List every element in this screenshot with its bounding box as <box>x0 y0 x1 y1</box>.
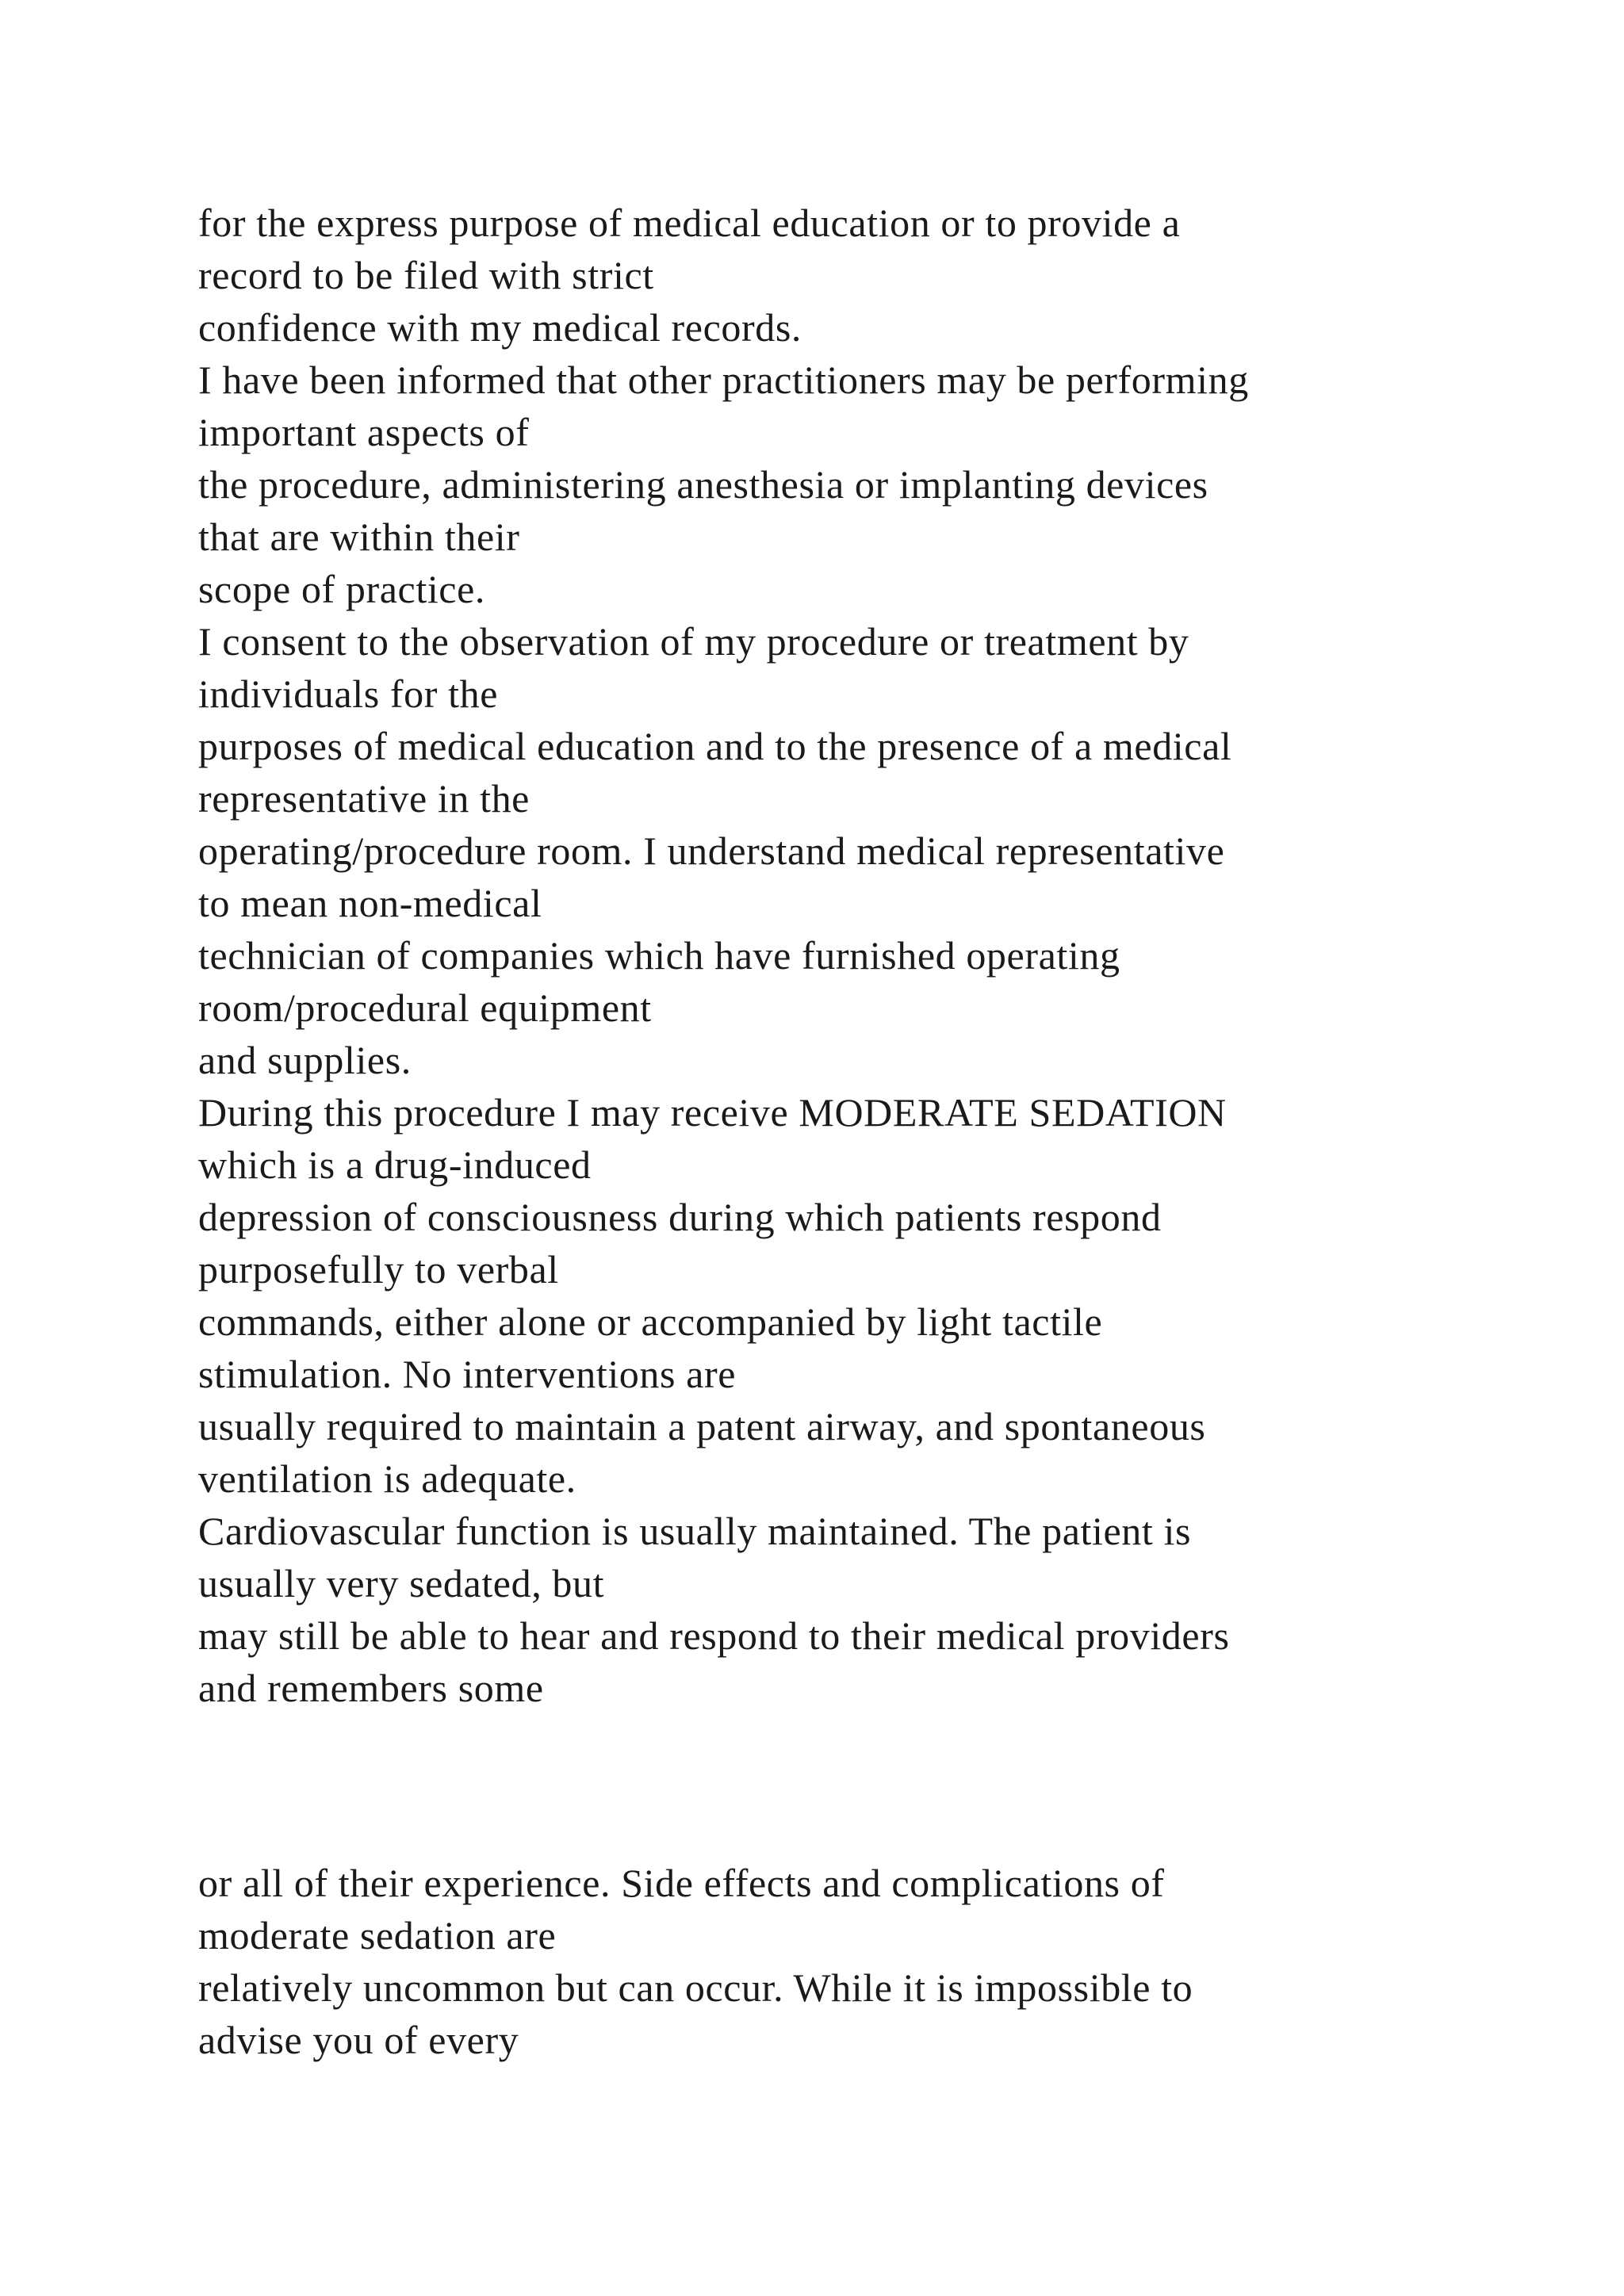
text-line: depression of consciousness during which patients respond <box>198 1195 1162 1239</box>
text-line: may still be able to hear and respond to their medical providers <box>198 1613 1230 1658</box>
text-line: to mean non-medical <box>198 881 542 925</box>
text-line: technician of companies which have furnished operating <box>198 933 1120 978</box>
text-line: room/procedural equipment <box>198 985 652 1030</box>
text-line: Cardiovascular function is usually maintained. The patient is <box>198 1509 1192 1553</box>
text-line: usually very sedated, but <box>198 1561 605 1605</box>
text-line: individuals for the <box>198 672 499 716</box>
text-line: and supplies. <box>198 1038 412 1082</box>
text-line: scope of practice. <box>198 567 485 611</box>
text-line: relatively uncommon but can occur. While it is impossible to <box>198 1965 1193 2010</box>
text-line: record to be filed with strict <box>198 253 654 297</box>
text-line: ventilation is adequate. <box>198 1456 576 1501</box>
text-line: confidence with my medical records. <box>198 305 802 350</box>
text-line: advise you of every <box>198 2018 519 2062</box>
text-line: representative in the <box>198 776 530 821</box>
text-line: purposefully to verbal <box>198 1247 559 1292</box>
text-line: which is a drug-induced <box>198 1142 592 1187</box>
text-line: that are within their <box>198 515 520 559</box>
text-line: and remembers some <box>198 1666 544 1710</box>
text-line: stimulation. No interventions are <box>198 1352 737 1396</box>
text-line: for the express purpose of medical education or to provide a <box>198 201 1181 245</box>
text-line: usually required to maintain a patent airway, and spontaneous <box>198 1404 1206 1448</box>
text-line: the procedure, administering anesthesia or implanting devices <box>198 462 1208 507</box>
text-line: operating/procedure room. I understand medical representative <box>198 828 1225 873</box>
text-line: purposes of medical education and to the presence of a medical <box>198 724 1232 768</box>
text-line: moderate sedation are <box>198 1913 557 1957</box>
text-line: important aspects of <box>198 410 530 454</box>
text-line: commands, either alone or accompanied by light tactile <box>198 1299 1103 1344</box>
text-block-upper <box>198 197 1610 1714</box>
text-block-lower <box>198 1857 1610 2066</box>
text-line: I have been informed that other practitioners may be performing <box>198 358 1249 402</box>
text-line: or all of their experience. Side effects and complications of <box>198 1861 1165 1905</box>
text-line: I consent to the observation of my procedure or treatment by <box>198 619 1189 664</box>
text-line: During this procedure I may receive MODERATE SEDATION <box>198 1090 1227 1135</box>
